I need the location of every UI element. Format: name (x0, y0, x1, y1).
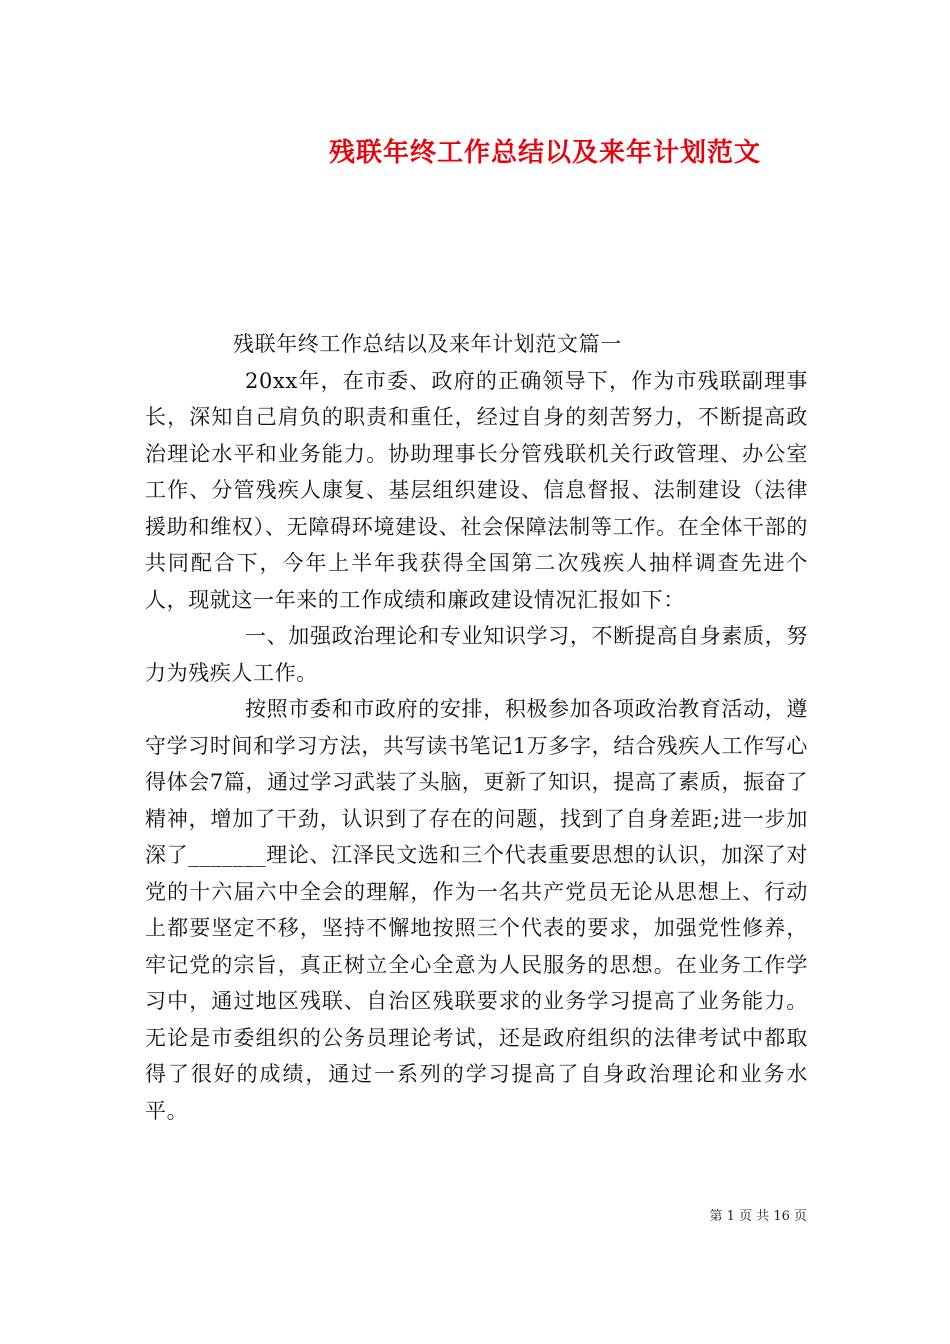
paragraph-intro: 20xx年，在市委、政府的正确领导下，作为市残联副理事长，深知自己肩负的职责和重任，经过自身的刻苦努力，不断提高政治理论水平和业务能力。协助理事长分管残联机关行政管理、办公室工作、分管残疾人康复、基层组织建设、信息督报、法制建设（法律援助和维权）、无障碍环境建设、社会保障法制等工作。在全体干部的共同配合下，今年上半年我获得全国第二次残疾人抽样调查先进个人，现就这一年来的工作成绩和廉政建设情况汇报如下： (145, 368, 808, 612)
document-body (145, 326, 808, 1129)
paragraph-study: 按照市委和市政府的安排，积极参加各项政治教育活动，遵守学习时间和学习方法，共写读书笔记1万多字，结合残疾人工作写心得体会7篇，通过学习武装了头脑，更新了知识，提高了素质，振奋了精神，增加了干劲，认识到了存在的问题，找到了自身差距;进一步加深了_______理论、江泽民文选和三个代表重要思想的认识，加深了对党的十六届六中全会的理解，作为一名共产党员无论从思想上、行动上都要坚定不移，坚持不懈地按照三个代表的要求，加强党性修养，牢记党的宗旨，真正树立全心全意为人民服务的思想。在业务工作学习中，通过地区残联、自治区残联要求的业务学习提高了业务能力。无论是市委组织的公务员理论考试，还是政府组织的法律考试中都取得了很好的成绩，通过一系列的学习提高了自身政治理论和业务水平。 (145, 697, 808, 1123)
document-title: 残联年终工作总结以及来年计划范文 (328, 138, 761, 168)
section-subheading: 残联年终工作总结以及来年计划范文篇一 (233, 332, 622, 356)
page-number: 第 1 页 共 16 页 (709, 1209, 807, 1224)
paragraph-section-heading: 一、加强政治理论和专业知识学习，不断提高自身素质，努力为残疾人工作。 (145, 624, 808, 685)
